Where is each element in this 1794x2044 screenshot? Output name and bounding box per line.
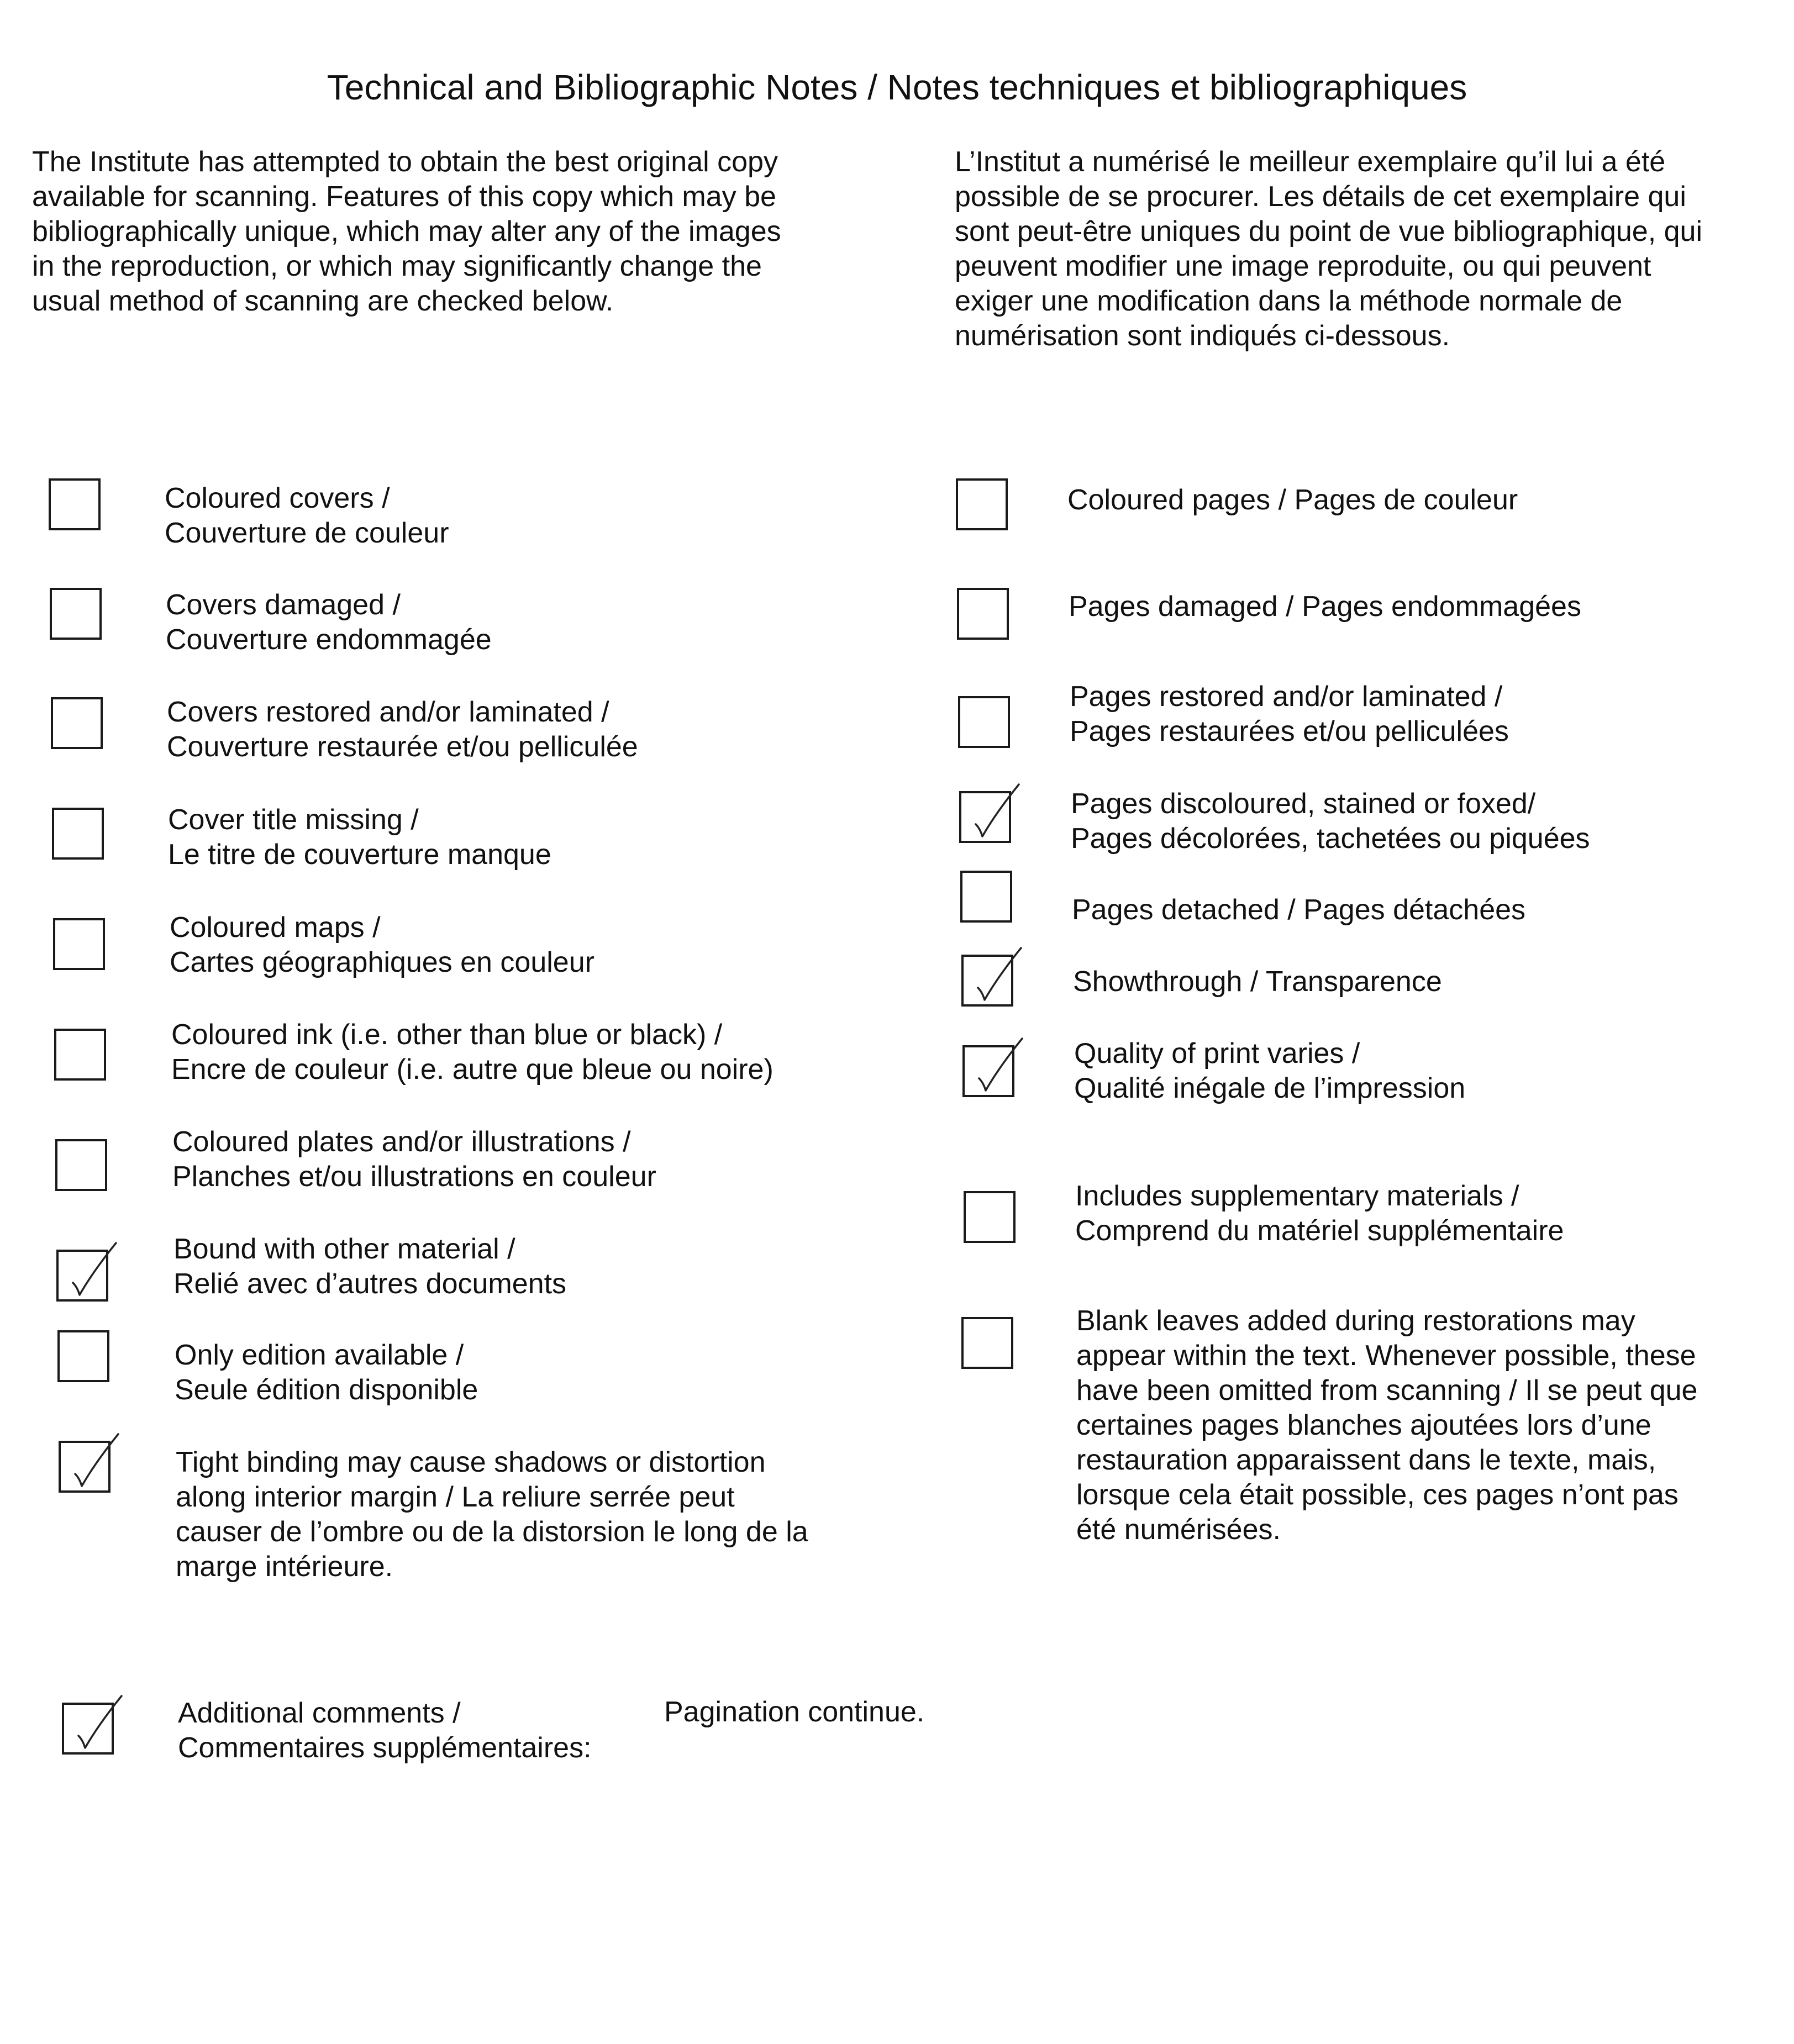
intro-english-line: in the reproduction, or which may significantly change the (32, 250, 762, 282)
label-line: Qualité inégale de l’impression (1074, 1072, 1466, 1104)
label-line: Planches et/ou illustrations en couleur (172, 1161, 656, 1193)
label-line: Couverture de couleur (165, 517, 449, 549)
label-line: Couverture restaurée et/ou pelliculée (167, 731, 638, 763)
checkbox-coloured-maps[interactable] (53, 918, 105, 970)
label-supplementary-materials (1075, 1179, 1564, 1248)
page-title: Technical and Bibliographic Notes / Notes techniques et bibliographiques (327, 67, 1467, 107)
label-line: Coloured covers / (165, 482, 390, 514)
label-line: Coloured ink (i.e. other than blue or black) / (171, 1019, 723, 1051)
label-line: été numérisées. (1076, 1514, 1281, 1546)
checkbox-coloured-pages[interactable] (956, 478, 1008, 530)
label-pages-detached (1072, 893, 1525, 928)
checkbox-only-edition-available[interactable] (57, 1330, 109, 1382)
label-covers-damaged (166, 588, 492, 657)
check-mark-icon (960, 1033, 1032, 1105)
intro-french-line: peuvent modifier une image reproduite, ou qui peuvent (955, 250, 1651, 282)
checkbox-cover-title-missing[interactable] (52, 808, 104, 860)
label-bound-with-other-material (173, 1232, 566, 1302)
label-quality-of-print (1074, 1036, 1465, 1106)
checkbox-coloured-plates[interactable] (55, 1139, 107, 1191)
label-line: Blank leaves added during restorations may (1076, 1305, 1635, 1337)
intro-english-line: The Institute has attempted to obtain the best original copy (32, 146, 778, 178)
checkbox-pages-damaged[interactable] (957, 588, 1009, 640)
label-line: Coloured plates and/or illustrations / (172, 1126, 631, 1158)
label-line: Covers restored and/or laminated / (167, 696, 609, 728)
label-line: Tight binding may cause shadows or distortion (176, 1446, 766, 1478)
label-cover-title-missing (168, 803, 551, 872)
label-coloured-ink (171, 1018, 774, 1087)
label-line: Bound with other material / (173, 1233, 515, 1265)
checkbox-supplementary-materials[interactable] (964, 1191, 1016, 1243)
intro-french-line: possible de se procurer. Les détails de cet exemplaire qui (955, 181, 1686, 213)
label-coloured-plates (172, 1125, 656, 1194)
label-showthrough (1073, 965, 1442, 999)
label-coloured-covers (165, 481, 449, 551)
label-line: Pages restaurées et/ou pelliculées (1070, 715, 1509, 747)
checkbox-coloured-ink[interactable] (54, 1029, 106, 1081)
label-line: Comprend du matériel supplémentaire (1075, 1215, 1564, 1247)
intro-english (32, 145, 781, 319)
label-tight-binding (176, 1445, 808, 1584)
intro-french (955, 145, 1702, 354)
label-coloured-maps (170, 910, 595, 980)
label-line: Seule édition disponible (175, 1374, 478, 1406)
check-mark-icon (56, 1429, 128, 1500)
label-line: Covers damaged / (166, 589, 401, 621)
label-line: Le titre de couverture manque (168, 839, 551, 871)
label-line: Quality of print varies / (1074, 1037, 1360, 1070)
label-pages-restored (1070, 679, 1509, 749)
check-mark-icon (60, 1690, 131, 1762)
checkbox-covers-damaged[interactable] (50, 588, 102, 640)
label-line: Commentaires supplémentaires: (178, 1732, 592, 1764)
check-mark-icon (54, 1237, 126, 1309)
label-line: Includes supplementary materials / (1075, 1180, 1519, 1212)
label-blank-leaves (1076, 1304, 1697, 1547)
label-line: Pages décolorées, tachetées ou piquées (1071, 823, 1590, 855)
checkbox-covers-restored[interactable] (51, 697, 103, 749)
label-line: Only edition available / (175, 1339, 464, 1371)
label-line: Encre de couleur (i.e. autre que bleue ou noire) (171, 1053, 774, 1086)
intro-french-line: L’Institut a numérisé le meilleur exemplaire qu’il lui a été (955, 146, 1666, 178)
label-line: Pages restored and/or laminated / (1070, 681, 1503, 713)
label-line: along interior margin / La reliure serrée peut (176, 1481, 735, 1513)
intro-french-line: sont peut-être uniques du point de vue bibliographique, qui (955, 215, 1702, 247)
intro-english-line: usual method of scanning are checked below. (32, 285, 614, 317)
label-additional-comments (178, 1696, 592, 1766)
checkbox-tight-binding[interactable] (59, 1441, 111, 1493)
checkbox-coloured-covers[interactable] (49, 478, 101, 530)
label-covers-restored (167, 695, 638, 765)
intro-french-line: exiger une modification dans la méthode normale de (955, 285, 1623, 317)
label-line: Relié avec d’autres documents (173, 1268, 567, 1300)
checkbox-pages-detached[interactable] (960, 871, 1012, 923)
label-line: marge intérieure. (176, 1551, 393, 1583)
label-line: restauration apparaissent dans le texte, mais, (1076, 1444, 1656, 1476)
label-line: Pages discoloured, stained or foxed/ (1071, 788, 1536, 820)
checkbox-blank-leaves[interactable] (961, 1317, 1013, 1369)
checkbox-pages-restored[interactable] (958, 696, 1010, 748)
label-line: Couverture endommagée (166, 624, 492, 656)
checkbox-additional-comments[interactable] (62, 1703, 114, 1755)
label-line: lorsque cela était possible, ces pages n’ont pas (1076, 1479, 1679, 1511)
checkbox-showthrough[interactable] (961, 955, 1013, 1007)
label-line: Coloured pages / Pages de couleur (1067, 484, 1518, 516)
label-line: Coloured maps / (170, 912, 381, 944)
label-line: Showthrough / Transparence (1073, 966, 1442, 998)
intro-french-line: numérisation sont indiqués ci-dessous. (955, 320, 1450, 352)
checkbox-quality-of-print[interactable] (962, 1045, 1014, 1097)
label-line: Pages detached / Pages détachées (1072, 894, 1526, 926)
intro-english-line: available for scanning. Features of this copy which may be (32, 181, 776, 213)
label-line: Pages damaged / Pages endommagées (1069, 591, 1581, 623)
label-line: certaines pages blanches ajoutées lors d’une (1076, 1409, 1651, 1441)
label-pages-discoloured (1071, 787, 1590, 856)
label-line: Additional comments / (178, 1697, 461, 1729)
label-only-edition-available (175, 1338, 478, 1408)
check-mark-icon (957, 779, 1029, 851)
label-pages-damaged (1069, 589, 1581, 624)
additional-comments-value: Pagination continue. (664, 1696, 925, 1728)
label-line: have been omitted from scanning / Il se peut que (1076, 1374, 1698, 1406)
label-line: causer de l’ombre ou de la distorsion le long de la (176, 1516, 808, 1548)
checkbox-pages-discoloured[interactable] (959, 791, 1011, 843)
intro-english-line: bibliographically unique, which may alter any of the images (32, 215, 781, 247)
label-line: Cartes géographiques en couleur (170, 946, 595, 978)
label-coloured-pages (1067, 483, 1518, 518)
label-line: Cover title missing / (168, 804, 419, 836)
checkbox-bound-with-other-material[interactable] (56, 1250, 108, 1302)
label-line: appear within the text. Whenever possible, these (1076, 1340, 1696, 1372)
check-mark-icon (959, 942, 1031, 1014)
